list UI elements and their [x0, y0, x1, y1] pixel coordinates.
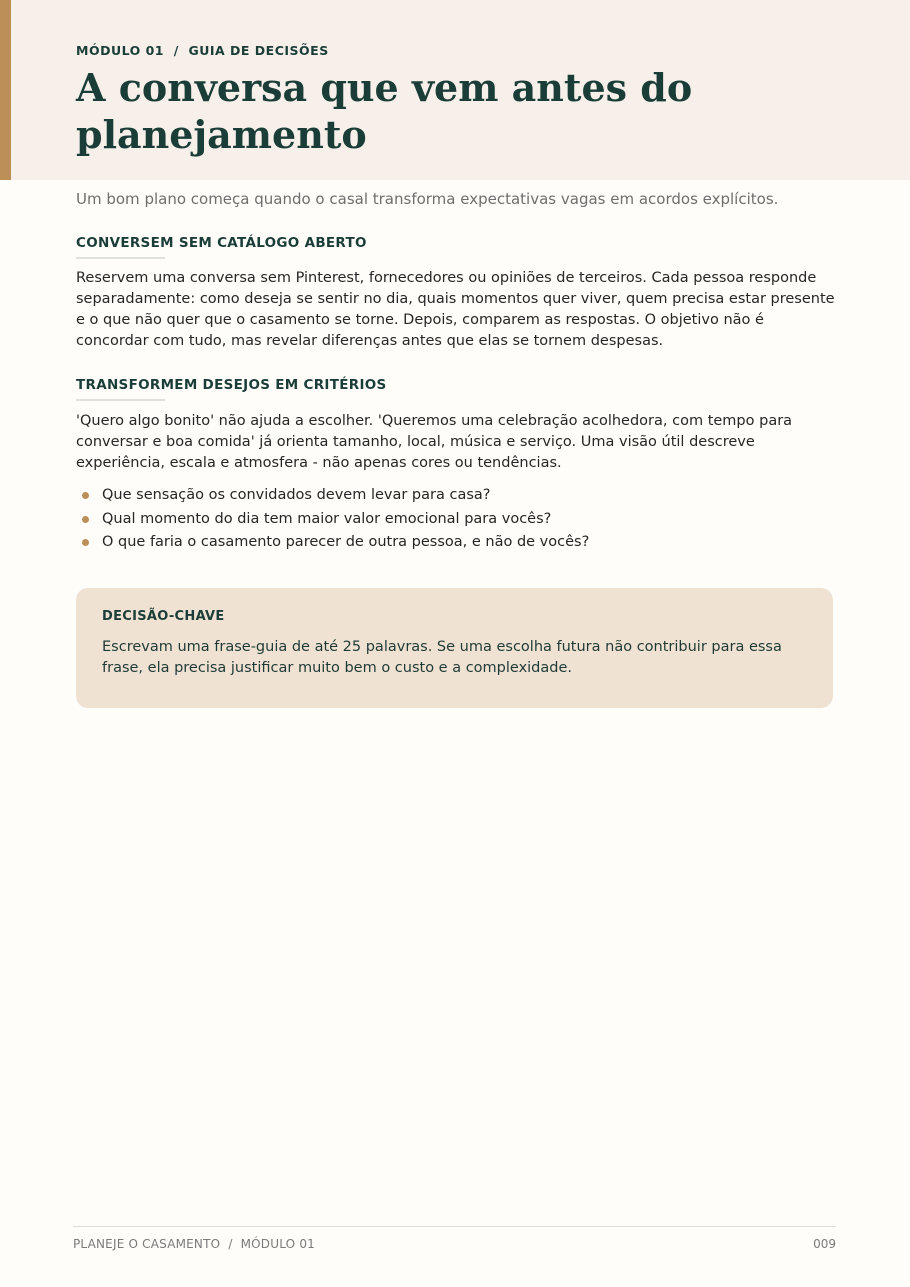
- module-eyebrow: MÓDULO 01 / GUIA DE DECISÕES: [76, 43, 329, 58]
- key-decision-callout: [76, 588, 833, 708]
- section-rule: [76, 257, 165, 259]
- footer-breadcrumb: PLANEJE O CASAMENTO / MÓDULO 01: [73, 1237, 315, 1251]
- page-title: A conversa que vem antes do planejamento: [76, 65, 693, 157]
- list-item-text: Qual momento do dia tem maior valor emocional para vocês?: [102, 510, 552, 527]
- callout-text: Escrevam uma frase-guia de até 25 palavras. Se uma escolha futura não contribuir para essa frase, ela precisa justificar muito bem o custo e a complexidade.: [102, 639, 782, 676]
- section-heading-transformem: TRANSFORMEM DESEJOS EM CRITÉRIOS: [76, 377, 387, 393]
- list-item: [76, 485, 836, 509]
- accent-bar: [0, 0, 11, 180]
- section-heading-conversem: CONVERSEM SEM CATÁLOGO ABERTO: [76, 235, 367, 251]
- callout-label: DECISÃO-CHAVE: [102, 609, 225, 624]
- section-body-conversem: Reservem uma conversa sem Pinterest, fornecedores ou opiniões de terceiros. Cada pessoa responde separadamente: como deseja se sentir no dia, quais momentos quer viver, quem precisa estar presente e o que não quer que o casamento se torne. Depois, comparem as respostas. O objetivo não é concordar com tudo, mas revelar diferenças antes que elas se tornem despesas.: [76, 270, 835, 349]
- list-item-text: Que sensação os convidados devem levar para casa?: [102, 487, 491, 503]
- section-rule: [76, 399, 165, 401]
- list-item: [76, 532, 836, 556]
- bullet-dot-icon: [82, 539, 89, 546]
- section-body-transformem: 'Quero algo bonito' não ajuda a escolher. 'Queremos uma celebração acolhedora, com tempo para conversar e boa comida' já orienta tamanho, local, música e serviço. Uma visão útil descreve experiência, escala e atmosfera - não apenas cores ou tendências.: [76, 413, 793, 471]
- page-subtitle: Um bom plano começa quando o casal transforma expectativas vagas em acordos explícitos.: [76, 190, 779, 208]
- page-number: 009: [813, 1237, 836, 1251]
- list-item: [76, 509, 836, 533]
- list-item-text: O que faria o casamento parecer de outra pessoa, e não de vocês?: [102, 534, 590, 550]
- bullet-dot-icon: [82, 492, 89, 499]
- bullet-dot-icon: [82, 516, 89, 523]
- question-list: [76, 485, 836, 556]
- footer-divider: [73, 1226, 836, 1227]
